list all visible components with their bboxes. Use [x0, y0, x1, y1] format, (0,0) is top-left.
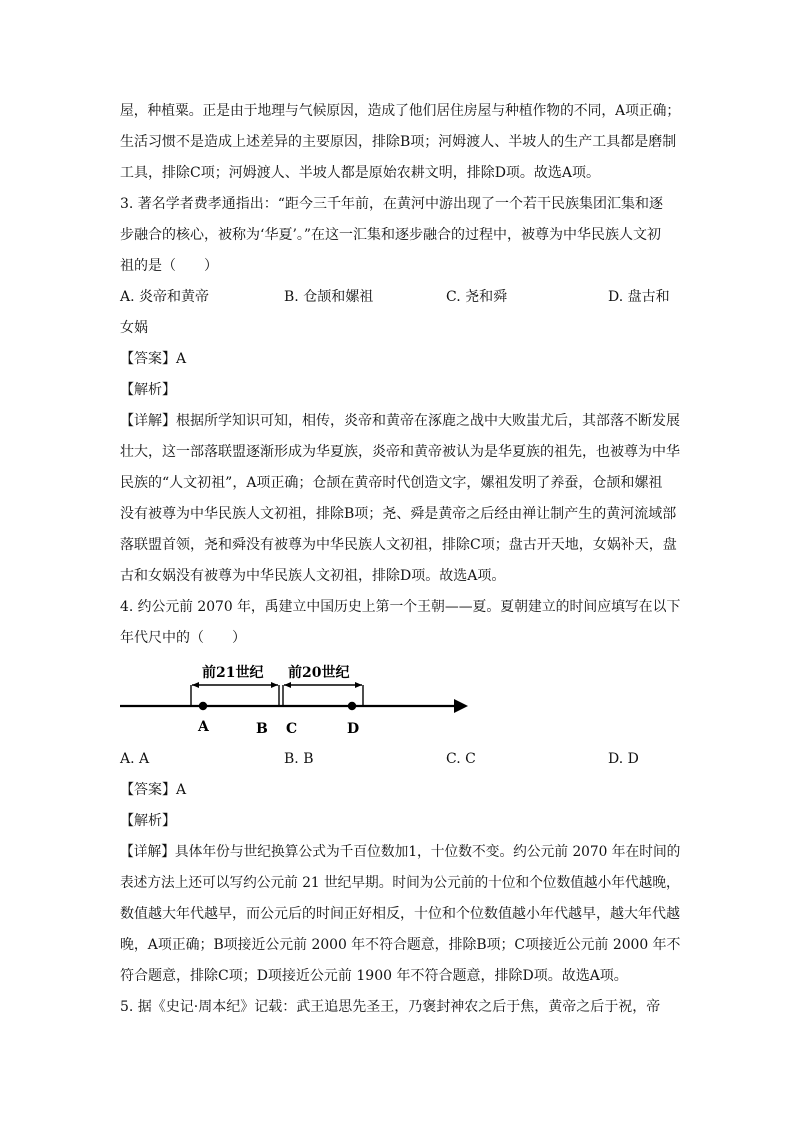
- question-4-stem: [120, 592, 680, 654]
- timeline-svg: [120, 654, 480, 744]
- text-line: 【详解】根据所学知识可知，相传，炎帝和黄帝在涿鹿之战中大败蚩尤后，其部落不断发展: [120, 413, 680, 429]
- timeline-point-d: [348, 702, 356, 710]
- text-line: 4. 约公元前 2070 年，禹建立中国历史上第一个王朝——夏。夏朝建立的时间应填写在以下: [120, 599, 681, 615]
- question-4-analysis-label: 【解析】: [120, 813, 176, 829]
- option-c: C. C: [446, 751, 476, 767]
- option-a: A. A: [120, 751, 150, 767]
- century-label-right: 前20世纪: [288, 665, 350, 681]
- option-d: D. D: [608, 751, 639, 767]
- question-3-answer: 【答案】A: [120, 351, 187, 367]
- century-bracket-left: [191, 682, 279, 705]
- question-5-stem: [120, 992, 680, 1023]
- option-b: B. 仓颉和嫘祖: [284, 289, 374, 305]
- text-line: 符合题意，排除C项；D项接近公元前 1900 年不符合题意，排除D项。故选A项。: [120, 968, 628, 984]
- century-bracket-right: [283, 682, 363, 705]
- option-d-wrap: [120, 313, 680, 344]
- text-line: 工具，排除C项；河姆渡人、半坡人都是原始农耕文明，排除D项。故选A项。: [120, 165, 601, 181]
- prev-question-analysis: [120, 96, 680, 189]
- question-3-options: [120, 282, 680, 313]
- question-3-stem: [120, 189, 680, 282]
- point-label-c: C: [286, 721, 298, 737]
- question-3-analysis-label: 【解析】: [120, 382, 176, 398]
- text-line: 没有被尊为中华民族人文初祖，排除B项；尧、舜是黄帝之后经由禅让制产生的黄河流域部: [120, 506, 677, 522]
- text-line: 落联盟首领，尧和舜没有被尊为中华民族人文初祖，排除C项；盘古开天地，女娲补天，盘: [120, 537, 677, 553]
- option-a: A. 炎帝和黄帝: [120, 289, 210, 305]
- option-d: D. 盘古和: [608, 289, 670, 305]
- text-line: 数值越大年代越早，而公元后的时间正好相反，十位和个位数值越小年代越早，越大年代越: [120, 906, 680, 922]
- text-line: 屋，种植粟。正是由于地理与气候原因，造成了他们居住房屋与种植作物的不同，A项正确；: [120, 103, 681, 119]
- text-line: 祖的是（ ）: [120, 258, 218, 274]
- document-content: [120, 96, 680, 1023]
- question-3-detail: [120, 406, 680, 592]
- century-label-left: 前21世纪: [202, 665, 264, 681]
- question-4-answer: 【答案】A: [120, 782, 187, 798]
- text-line: 3. 著名学者费孝通指出：“距今三千年前，在黄河中游出现了一个若干民族集团汇集和逐: [120, 196, 663, 212]
- option-b: B. B: [284, 751, 314, 767]
- point-label-b: B: [256, 721, 268, 737]
- point-label-a: A: [198, 719, 209, 735]
- text-line: 5. 据《史记·周本纪》记载：武王追思先圣王，乃褒封神农之后于焦，黄帝之后于祝，帝: [120, 999, 661, 1015]
- text-line: 步融合的核心，被称为‘华夏’。”在这一汇集和逐步融合的过程中，被尊为中华民族人文初: [120, 227, 662, 243]
- text-line: 生活习惯不是造成上述差异的主要原因，排除B项；河姆渡人、半坡人的生产工具都是磨制: [120, 134, 677, 150]
- point-label-d: D: [347, 721, 360, 737]
- text-line: 晚，A项正确；B项接近公元前 2000 年不符合题意，排除B项；C项接近公元前 2000 年不: [120, 937, 681, 953]
- timeline-point-a: [199, 702, 207, 710]
- text-line: 年代尺中的（ ）: [120, 630, 246, 646]
- text-line: 壮大，这一部落联盟逐渐形成为华夏族，炎帝和黄帝被认为是华夏族的祖先，也被尊为中华: [120, 444, 680, 460]
- text-line: 表述方法上还可以写约公元前 21 世纪早期。时间为公元前的十位和个位数值越小年代越晚，: [120, 875, 680, 891]
- text-line: 古和女娲没有被尊为中华民族人文初祖，排除D项。故选A项。: [120, 568, 506, 584]
- text-line: 女娲: [120, 320, 148, 336]
- timeline-arrow: [454, 699, 468, 713]
- text-line: 【详解】具体年份与世纪换算公式为千百位数加1，十位数不变。约公元前 2070 年在时间的: [120, 844, 681, 860]
- timeline-figure: [120, 654, 680, 744]
- option-c: C. 尧和舜: [446, 289, 508, 305]
- question-4-detail: [120, 837, 680, 992]
- text-line: 民族的“人文初祖”，A项正确；仓颉在黄帝时代创造文字，嫘祖发明了养蚕，仓颉和嫘祖: [120, 475, 663, 491]
- question-4-options: [120, 744, 680, 775]
